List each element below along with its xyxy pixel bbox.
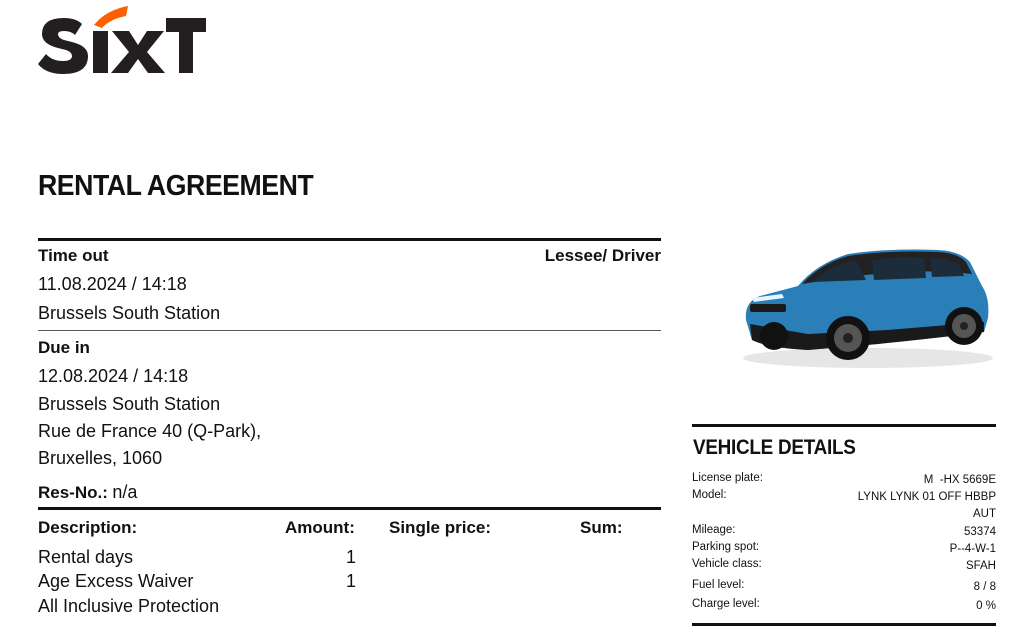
- fuel-level-value: 8 / 8: [973, 581, 996, 593]
- col-header-amount: Amount:: [285, 518, 355, 537]
- lessee-driver-label: Lessee/ Driver: [544, 246, 661, 265]
- car-image: [738, 240, 1000, 372]
- col-header-sum: Sum:: [580, 518, 623, 537]
- col-header-single-price: Single price:: [389, 518, 492, 537]
- vehicle-class-label: Vehicle class:: [692, 558, 762, 570]
- divider: [38, 330, 661, 331]
- table-row-description: Age Excess Waiver: [38, 571, 194, 591]
- table-row-amount: 1: [345, 571, 356, 591]
- model-label: Model:: [692, 489, 727, 501]
- license-plate-label: License plate:: [692, 472, 763, 484]
- due-in-address-line1: Rue de France 40 (Q-Park),: [38, 421, 262, 441]
- time-out-location: Brussels South Station: [38, 303, 221, 323]
- vehicle-details-title: VEHICLE DETAILS: [693, 436, 856, 459]
- time-out-label: Time out: [38, 246, 109, 265]
- due-in-location: Brussels South Station: [38, 394, 221, 414]
- mileage-value: 53374: [964, 526, 996, 538]
- model-value: LYNK LYNK 01 OFF HBBP AUT: [857, 491, 996, 520]
- license-plate-value: M -HX 5669E: [923, 474, 996, 486]
- reservation-value: n/a: [112, 482, 138, 502]
- parking-spot-value: P--4-W-1: [949, 543, 996, 555]
- sixt-logo: [36, 4, 208, 76]
- vehicle-details-top-rule: [692, 424, 996, 427]
- table-row-description: Rental days: [38, 547, 134, 567]
- due-in-address-line2: Bruxelles, 1060: [38, 448, 163, 468]
- charge-level-label: Charge level:: [692, 598, 760, 610]
- table-row-amount: 1: [345, 547, 356, 567]
- section-divider: [38, 238, 661, 241]
- due-in-label: Due in: [38, 338, 90, 357]
- reservation-number: [38, 482, 137, 503]
- parking-spot-label: Parking spot:: [692, 541, 760, 553]
- due-in-datetime: 12.08.2024 / 14:18: [38, 366, 189, 386]
- document-title: RENTAL AGREEMENT: [38, 170, 314, 202]
- time-out-datetime: 11.08.2024 / 14:18: [38, 274, 187, 294]
- vehicle-details-bottom-rule: [692, 623, 996, 626]
- table-row-description: All Inclusive Protection: [38, 596, 220, 616]
- reservation-label: Res-No.:: [38, 483, 108, 502]
- fuel-level-label: Fuel level:: [692, 579, 745, 591]
- mileage-label: Mileage:: [692, 524, 736, 536]
- table-divider: [38, 507, 661, 510]
- charge-level-value: 0 %: [976, 600, 996, 612]
- vehicle-class-value: SFAH: [965, 560, 996, 572]
- col-header-description: Description:: [38, 518, 138, 537]
